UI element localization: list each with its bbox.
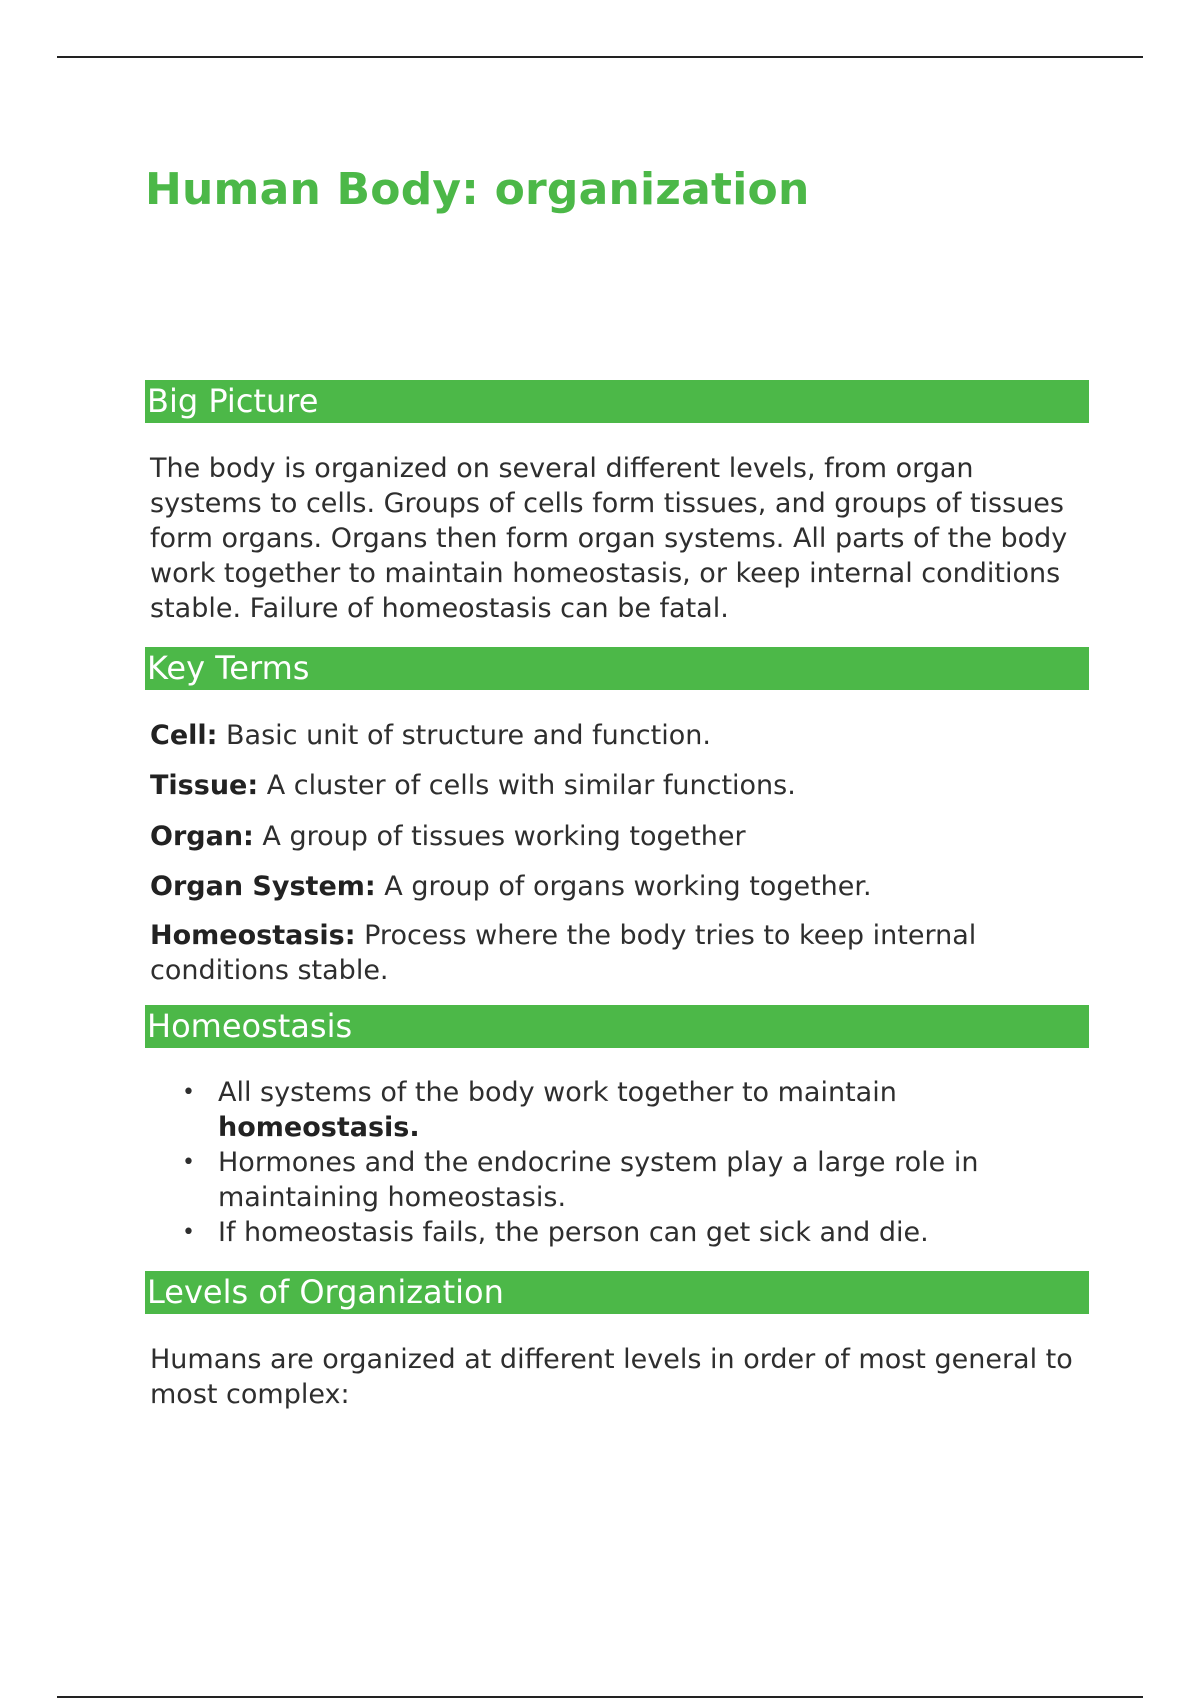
section-heading-big-picture: Big Picture bbox=[145, 380, 1089, 423]
key-term-organ bbox=[150, 819, 1090, 854]
levels-paragraph: Humans are organized at different levels in order of most general to most complex: bbox=[150, 1344, 1073, 1410]
term-definition: A group of tissues working together bbox=[253, 821, 746, 852]
list-item-text: All systems of the body work together to maintain bbox=[218, 1077, 897, 1108]
bullet-icon: • bbox=[182, 1080, 195, 1105]
bullet-icon: • bbox=[182, 1150, 195, 1175]
term-definition: Basic unit of structure and function. bbox=[217, 720, 711, 751]
list-item-text: If homeostasis fails, the person can get sick and die. bbox=[218, 1217, 929, 1248]
term-label: Homeostasis: bbox=[150, 920, 356, 951]
big-picture-paragraph: The body is organized on several different levels, from organ systems to cells. Groups of cells form tissues, and groups of tissues form organs. Organs then form organ systems. All parts of the body work together to maintain homeostasis, or keep internal conditions stable. Failure of homeostasis can be fatal. bbox=[150, 453, 1068, 624]
list-item bbox=[150, 1215, 1090, 1250]
top-rule bbox=[57, 56, 1143, 58]
term-label: Organ: bbox=[150, 821, 254, 852]
section-heading-key-terms: Key Terms bbox=[145, 647, 1089, 690]
term-definition: A group of organs working together. bbox=[375, 871, 872, 902]
key-term-homeostasis bbox=[150, 918, 1090, 988]
key-term-tissue bbox=[150, 768, 1090, 803]
bottom-rule bbox=[57, 1696, 1143, 1698]
term-definition: A cluster of cells with similar functions. bbox=[258, 770, 796, 801]
list-item-bold-text: homeostasis. bbox=[218, 1112, 420, 1143]
section-heading-levels-of-organization: Levels of Organization bbox=[145, 1271, 1089, 1314]
term-definition: Process where the body tries to keep internal conditions stable. bbox=[150, 920, 977, 986]
list-item bbox=[150, 1145, 1090, 1215]
list-item bbox=[150, 1075, 1090, 1145]
list-item-text: Hormones and the endocrine system play a large role in maintaining homeostasis. bbox=[218, 1147, 979, 1213]
term-label: Tissue: bbox=[150, 770, 259, 801]
key-term-cell bbox=[150, 718, 1090, 753]
key-term-organ-system bbox=[150, 869, 1090, 904]
term-label: Cell: bbox=[150, 720, 218, 751]
homeostasis-bullet-list bbox=[150, 1075, 1090, 1250]
bullet-icon: • bbox=[182, 1220, 195, 1245]
term-label: Organ System: bbox=[150, 871, 376, 902]
section-heading-homeostasis: Homeostasis bbox=[145, 1005, 1089, 1048]
page-title: Human Body: organization bbox=[145, 164, 810, 215]
